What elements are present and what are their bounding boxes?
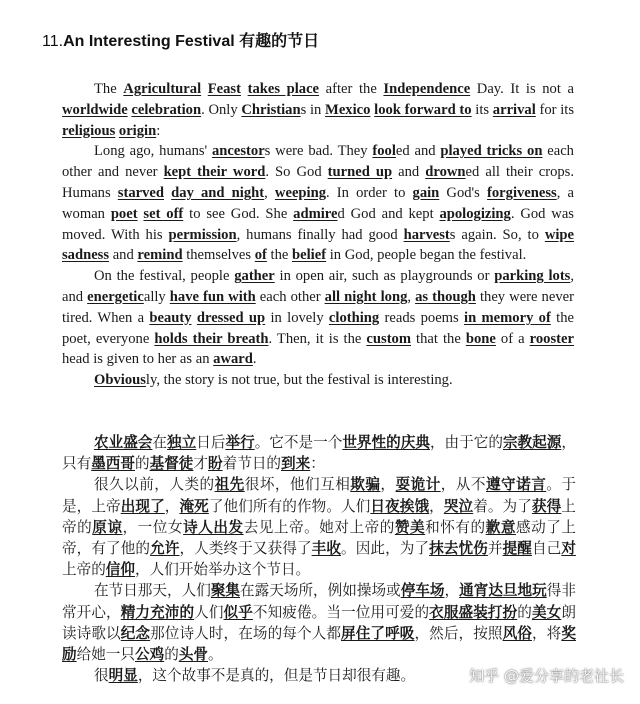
text-run: of a <box>495 330 530 347</box>
text-run: , and <box>62 268 575 305</box>
text-run: ，从不 <box>440 476 486 494</box>
text-run: ，一位女 <box>122 518 184 536</box>
text-run: , <box>264 184 275 201</box>
text-run: ally <box>143 288 170 305</box>
text-run: s were bad. They <box>264 143 373 160</box>
text-run: ，人类终于又获得了 <box>179 540 312 558</box>
key-term: 精力充沛的 <box>120 603 195 621</box>
text-run: 很坏，他们互相 <box>244 476 351 494</box>
key-term: origin <box>118 122 157 139</box>
key-term: have fun with <box>169 288 256 305</box>
key-term: 哭泣 <box>443 497 474 515</box>
text-run: 朗读诗歌以 <box>62 603 576 642</box>
chinese-paragraph <box>62 580 576 665</box>
page-heading <box>42 28 319 51</box>
key-term: 奖励 <box>62 624 576 664</box>
key-term: remind <box>137 247 183 264</box>
key-term: 似乎 <box>223 603 253 621</box>
key-term: weeping <box>274 184 326 201</box>
text-run: ： <box>310 455 325 473</box>
text-run: head is given to her as an <box>62 351 214 368</box>
key-term: 屏住了呼吸 <box>341 624 415 642</box>
text-run: 自己 <box>531 540 562 558</box>
text-run: 。 <box>208 646 223 664</box>
key-term: 公鸡 <box>135 646 165 664</box>
text-run: . Only <box>201 101 242 118</box>
key-term: set off <box>143 205 184 222</box>
text-run: God's <box>439 184 488 201</box>
text-run: 日后 <box>196 434 226 451</box>
text-run: : <box>156 122 161 139</box>
text-run: s in <box>300 101 326 118</box>
key-term: gain <box>412 184 440 201</box>
text-run: Day. It is not a <box>470 81 574 97</box>
text-run: 不知疲倦。当一位用可爱的 <box>252 603 430 621</box>
key-term: 宗教起源 <box>502 434 562 451</box>
text-run: 和怀有的 <box>425 518 486 536</box>
key-term: holds their breath <box>154 330 269 347</box>
text-run: the <box>266 247 293 264</box>
key-term: look forward to <box>374 101 472 118</box>
key-term: 纪念 <box>120 624 151 642</box>
text-run: ed and <box>395 143 441 160</box>
text-run: ， <box>380 476 396 494</box>
text-run: each other <box>255 288 325 305</box>
key-term: worldwide <box>62 101 128 118</box>
text-run: 很久以前，人类的 <box>94 476 215 494</box>
key-term: 世界性的庆典 <box>342 434 430 451</box>
text-run: 着。为了 <box>473 497 532 515</box>
key-term: clothing <box>328 309 380 326</box>
text-run: 得非常开心， <box>62 582 576 621</box>
key-term: fool <box>372 143 396 160</box>
text-run: its <box>471 101 493 118</box>
key-term: forgiveness <box>487 184 557 201</box>
heading-number: 11. <box>42 33 64 50</box>
text-run: in lovely <box>265 309 329 326</box>
text-run: 给她一只 <box>76 646 135 664</box>
text-run: 才 <box>193 455 209 473</box>
text-run: 去见上帝。她对上帝的 <box>243 518 395 536</box>
text-run <box>201 81 208 97</box>
text-run: 的 <box>517 603 532 621</box>
text-run: 上帝的 <box>62 561 106 579</box>
key-term: harvest <box>403 226 450 243</box>
text-run: for its <box>535 101 574 118</box>
text-run: Long ago, humans' <box>94 143 212 160</box>
key-term: starved <box>117 184 165 201</box>
english-paragraph <box>62 266 574 370</box>
key-term: permission <box>168 226 237 243</box>
key-term: 风俗 <box>502 624 532 642</box>
text-run: ly, the story is not true, but the festival is interesting. <box>145 372 453 389</box>
key-term: 停车场 <box>400 582 445 600</box>
text-run: 。它不是一个 <box>254 434 343 451</box>
key-term: Independence <box>383 81 471 97</box>
key-term: takes place <box>247 81 320 97</box>
text-run: 在 <box>152 434 168 451</box>
text-run: . God was moved. With his <box>62 205 574 243</box>
key-term: poet <box>110 205 138 222</box>
key-term: 聚集 <box>210 582 241 600</box>
key-term: Feast <box>207 81 241 97</box>
text-run: and <box>392 164 426 181</box>
text-run: ，将 <box>531 624 562 642</box>
key-term: 丰收 <box>311 540 342 558</box>
text-run: each other and never <box>62 143 574 181</box>
text-run: that the <box>411 330 466 347</box>
key-term: 赞美 <box>394 518 426 536</box>
english-paragraph <box>62 141 574 266</box>
key-term: 举行 <box>225 434 255 451</box>
text-run: 那位诗人时，在场的每个人都 <box>150 624 342 642</box>
key-term: award <box>213 351 253 368</box>
key-term: beauty <box>149 309 192 326</box>
key-term: 头骨 <box>178 646 209 664</box>
key-term: 诗人出发 <box>183 518 244 536</box>
text-run: ed all their crops. Humans <box>62 164 574 201</box>
text-run: 在露天场所，例如操场或 <box>240 582 401 600</box>
text-run: 着节日的 <box>222 455 282 473</box>
key-term: religious <box>62 122 116 139</box>
text-run: 了他们所有的作物。人们 <box>208 497 371 515</box>
text-run: in open air, such as playgrounds or <box>274 268 495 285</box>
key-term: parking lots <box>494 268 571 285</box>
text-run: , <box>407 288 416 305</box>
text-run: 上帝的 <box>62 497 576 536</box>
text-run: , humans finally had good <box>236 226 404 243</box>
text-run: ，只有 <box>62 434 576 473</box>
text-run: ， <box>444 582 460 600</box>
key-term: 衣服盛装打扮 <box>429 603 518 621</box>
key-term: admire <box>293 205 338 222</box>
key-term: 遵守诺言 <box>485 476 547 494</box>
key-term: all night long <box>324 288 408 305</box>
key-term: apologizing <box>439 205 511 222</box>
key-term: 淹死 <box>179 497 209 515</box>
key-term: 农业盛会 <box>94 434 153 451</box>
key-term: 歉意 <box>485 518 516 536</box>
text-run: reads poems <box>379 309 465 326</box>
key-term: 通宵达旦地玩 <box>459 582 547 600</box>
text-run <box>241 81 248 97</box>
english-paragraph <box>62 370 574 391</box>
key-term: sadness <box>62 247 110 264</box>
key-term: kept their word <box>163 164 266 181</box>
text-run: 。于是，上帝 <box>62 476 576 515</box>
key-term: 独立 <box>167 434 197 451</box>
key-term: 明显 <box>108 667 138 685</box>
key-term: bone <box>465 330 496 347</box>
key-term: 日夜挨饿 <box>370 497 430 515</box>
watermark: 知乎 @爱分享的老社长 <box>469 667 624 685</box>
key-term: 欺骗 <box>350 476 381 494</box>
text-run: ， <box>429 497 444 515</box>
key-term: energetic <box>87 288 144 305</box>
text-run: they were never tired. When a <box>62 288 574 326</box>
key-term: 到来 <box>281 455 311 473</box>
key-term: 提醒 <box>502 540 532 558</box>
key-term: wipe <box>544 226 574 243</box>
english-passage <box>62 79 574 391</box>
key-term: arrival <box>492 101 536 118</box>
text-run: . <box>252 351 257 368</box>
text-run: 的 <box>164 646 179 664</box>
chinese-paragraph <box>62 474 576 580</box>
text-run: ，人们开始举办这个节日。 <box>135 561 311 579</box>
key-term: 获得 <box>531 497 562 515</box>
chinese-paragraph <box>62 432 576 474</box>
key-term: day and night <box>171 184 265 201</box>
key-term: drown <box>425 164 466 181</box>
text-run: to see God. She <box>183 205 294 222</box>
key-term: as though <box>415 288 476 305</box>
text-run: . Then, it is the <box>268 330 367 347</box>
heading-title: An Interesting Festival 有趣的节日 <box>63 33 320 50</box>
key-term: ancestor <box>211 143 265 160</box>
key-term: turned up <box>327 164 393 181</box>
key-term: 祖先 <box>214 476 245 494</box>
key-term: 允许 <box>150 540 180 558</box>
key-term: 基督徒 <box>149 455 194 473</box>
key-term: 信仰 <box>105 561 135 579</box>
key-term: played tricks on <box>440 143 543 160</box>
key-term: Agricultural <box>123 81 202 97</box>
text-run: 人们 <box>194 603 224 621</box>
text-run: . So God <box>265 164 328 181</box>
text-run: s again. So, to <box>449 226 545 243</box>
text-run: d God and kept <box>337 205 440 222</box>
text-run: ，这个故事不是真的，但是节日却很有趣。 <box>137 667 416 685</box>
text-run: in God, people began the festival. <box>326 247 527 264</box>
key-term: rooster <box>529 330 574 347</box>
key-term: 抹去忧伤 <box>429 540 488 558</box>
text-run: , a woman <box>62 184 575 222</box>
key-term: 美女 <box>531 603 562 621</box>
text-run: ， <box>164 497 180 515</box>
text-run: and <box>109 247 138 264</box>
key-term: 墨西哥 <box>91 455 135 473</box>
text-run: 感动了上帝，有了他的 <box>62 518 576 558</box>
text-run: 的 <box>135 455 150 473</box>
key-term: in memory of <box>464 309 551 326</box>
key-term: gather <box>234 268 275 285</box>
chinese-passage <box>62 432 576 686</box>
text-run: 很 <box>94 667 109 685</box>
key-term: 盼 <box>208 455 223 473</box>
text-run: . In order to <box>326 184 413 201</box>
key-term: 耍诡计 <box>395 476 441 494</box>
text-run: ，由于它的 <box>429 434 503 451</box>
text-run: On the festival, people <box>94 268 235 285</box>
text-run: The <box>94 81 124 97</box>
key-term: dressed up <box>196 309 266 326</box>
text-run: ，然后，按照 <box>414 624 503 642</box>
text-run: 在节日那天，人们 <box>94 582 211 600</box>
key-term: celebration <box>131 101 202 118</box>
key-term: 出现了 <box>120 497 165 515</box>
key-term: custom <box>366 330 412 347</box>
key-term: 对 <box>561 540 576 558</box>
key-term: Obvious <box>94 372 146 389</box>
key-term: belief <box>292 247 327 264</box>
key-term: of <box>254 247 267 264</box>
text-run: themselves <box>182 247 255 264</box>
key-term: 原谅 <box>92 518 123 536</box>
text-run: the poet, everyone <box>62 309 574 347</box>
text-run: after the <box>319 81 384 97</box>
key-term: Christian <box>241 101 301 118</box>
key-term: Mexico <box>325 101 371 118</box>
english-paragraph <box>62 79 574 141</box>
text-run: 并 <box>487 540 503 558</box>
text-run: 。因此，为了 <box>341 540 430 558</box>
